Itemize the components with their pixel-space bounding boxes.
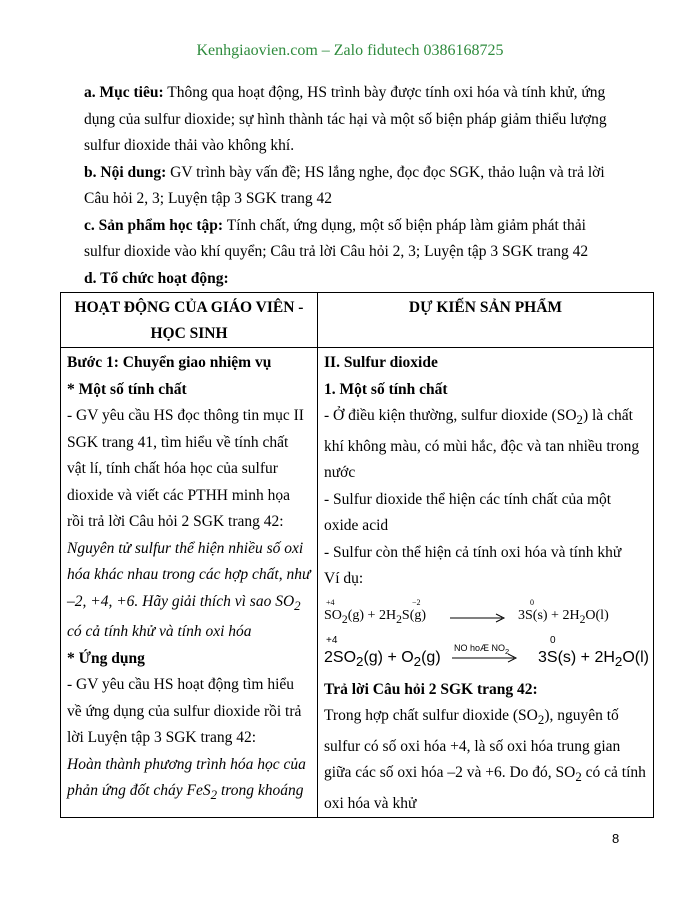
oxidation-number: +4: [326, 634, 338, 646]
reaction-arrow-icon: [452, 653, 518, 663]
step-title: Bước 1: Chuyển giao nhiệm vụ: [67, 354, 272, 371]
organization-paragraph: [84, 266, 624, 293]
objective-text: Thông qua hoạt động, HS trình bày được tính oxi hóa và tính khử, ứng dụng của sulfur dioxide; sự hình thành tác hại và một số biện pháp giảm thiểu lượng sulfur dioxide thải vào không khí.: [84, 84, 607, 154]
acid-oxide-property: - Sulfur dioxide thể hiện các tính chất của một oxide acid: [324, 490, 612, 535]
section-title: II. Sulfur dioxide: [324, 354, 438, 371]
answer-text: Trong hợp chất sulfur dioxide $(SO_2)$, nguyên tố sulfur có số oxi hóa +4, là số oxi hóa trung gian giữa các số oxi hóa –2 và +6. Do đó, $SO_2$ có cả tính oxi hóa và khử: [324, 707, 646, 812]
properties-subheading: * Một số tính chất: [67, 380, 187, 398]
equation-2-products: $3S(s) + 2H_2O(l)$: [538, 648, 649, 669]
exercise-3: Hoàn thành phương trình hóa học của phản ứng đốt cháy FeS$_2$ trong khoáng: [67, 755, 306, 803]
oxidation-number: 0: [530, 597, 534, 607]
question-2: Nguyên tử sulfur thể hiện nhiều số oxi hóa khác nhau trong các hợp chất, như –2, +4, +6. Hãy giải thích vì sao $SO_2$ có cả tính khử và tính oxi hóa: [67, 539, 311, 641]
reaction-arrow-icon: [450, 613, 506, 623]
intro-section: [84, 80, 624, 292]
reaction-condition: NO hoÆ $NO_2$: [454, 642, 510, 656]
organization-label: d. Tổ chức hoạt động:: [84, 269, 229, 287]
answer-title: Trả lời Câu hỏi 2 SGK trang 42:: [324, 680, 538, 698]
product-label: c. Sản phẩm học tập:: [84, 216, 224, 234]
content-text: GV trình bày vấn đề; HS lắng nghe, đọc đọc SGK, thảo luận và trả lời Câu hỏi 2, 3; Luyện tập 3 SGK trang 42: [84, 163, 605, 207]
applications-subheading: * Ứng dụng: [67, 649, 145, 667]
objective-label: a. Mục tiêu:: [84, 84, 164, 101]
physical-properties: - Ở điều kiện thường, sulfur dioxide $(SO_2)$ là chất khí không màu, có mùi hắc, độc và tan nhiều trong nước: [324, 407, 640, 482]
objective-paragraph: [84, 80, 624, 160]
equation-1-text: $SO_2(g) + 2H_2S(g)$: [324, 607, 427, 626]
properties-heading: 1. Một số tính chất: [324, 380, 448, 398]
teacher-student-header: HOẠT ĐỘNG CỦA GIÁO VIÊN - HỌC SINH: [61, 293, 318, 348]
oxidation-number: 0: [550, 634, 556, 646]
activity-table: [60, 292, 654, 818]
equation-2: [324, 634, 649, 677]
example-label: Ví dụ:: [324, 570, 364, 588]
properties-task: - GV yêu cầu HS đọc thông tin mục II SGK trang 41, tìm hiểu về tính chất vật lí, tính chất hóa học của sulfur dioxide và viết các PTHH minh họa rồi trả lời Câu hỏi 2 SGK trang 42:: [67, 407, 304, 530]
redox-property: - Sulfur còn thể hiện cả tính oxi hóa và tính khử: [324, 543, 622, 561]
equation-1-products: $3S(s) + 2H_2O(l)$: [518, 607, 609, 626]
product-paragraph: [84, 213, 624, 266]
content-label: b. Nội dung:: [84, 163, 167, 181]
product-text: Tính chất, ứng dụng, một số biện pháp làm giảm phát thải sulfur dioxide vào khí quyển; Câu trả lời Câu hỏi 2, 3; Luyện tập 3 SGK trang 42: [84, 216, 589, 260]
oxidation-number: +4: [326, 597, 335, 607]
applications-task: - GV yêu cầu HS hoạt động tìm hiểu về ứng dụng của sulfur dioxide rồi trả lời Luyện tập 3 SGK trang 42:: [67, 676, 302, 747]
page-number: 8: [612, 831, 620, 846]
oxidation-number: −2: [412, 597, 421, 607]
page-header: Kenhgiaovien.com – Zalo fidutech 0386168725: [196, 42, 504, 59]
content-paragraph: [84, 160, 624, 213]
equation-1: [324, 593, 647, 641]
expected-product-cell: [318, 348, 654, 818]
expected-product-header: DỰ KIẾN SẢN PHẨM: [318, 293, 654, 348]
table-header-row: [61, 293, 654, 348]
teacher-student-cell: [61, 348, 318, 818]
equation-2-reactants: $2SO_2(g) + O_2(g)$: [324, 648, 441, 669]
table-row: [61, 348, 654, 818]
